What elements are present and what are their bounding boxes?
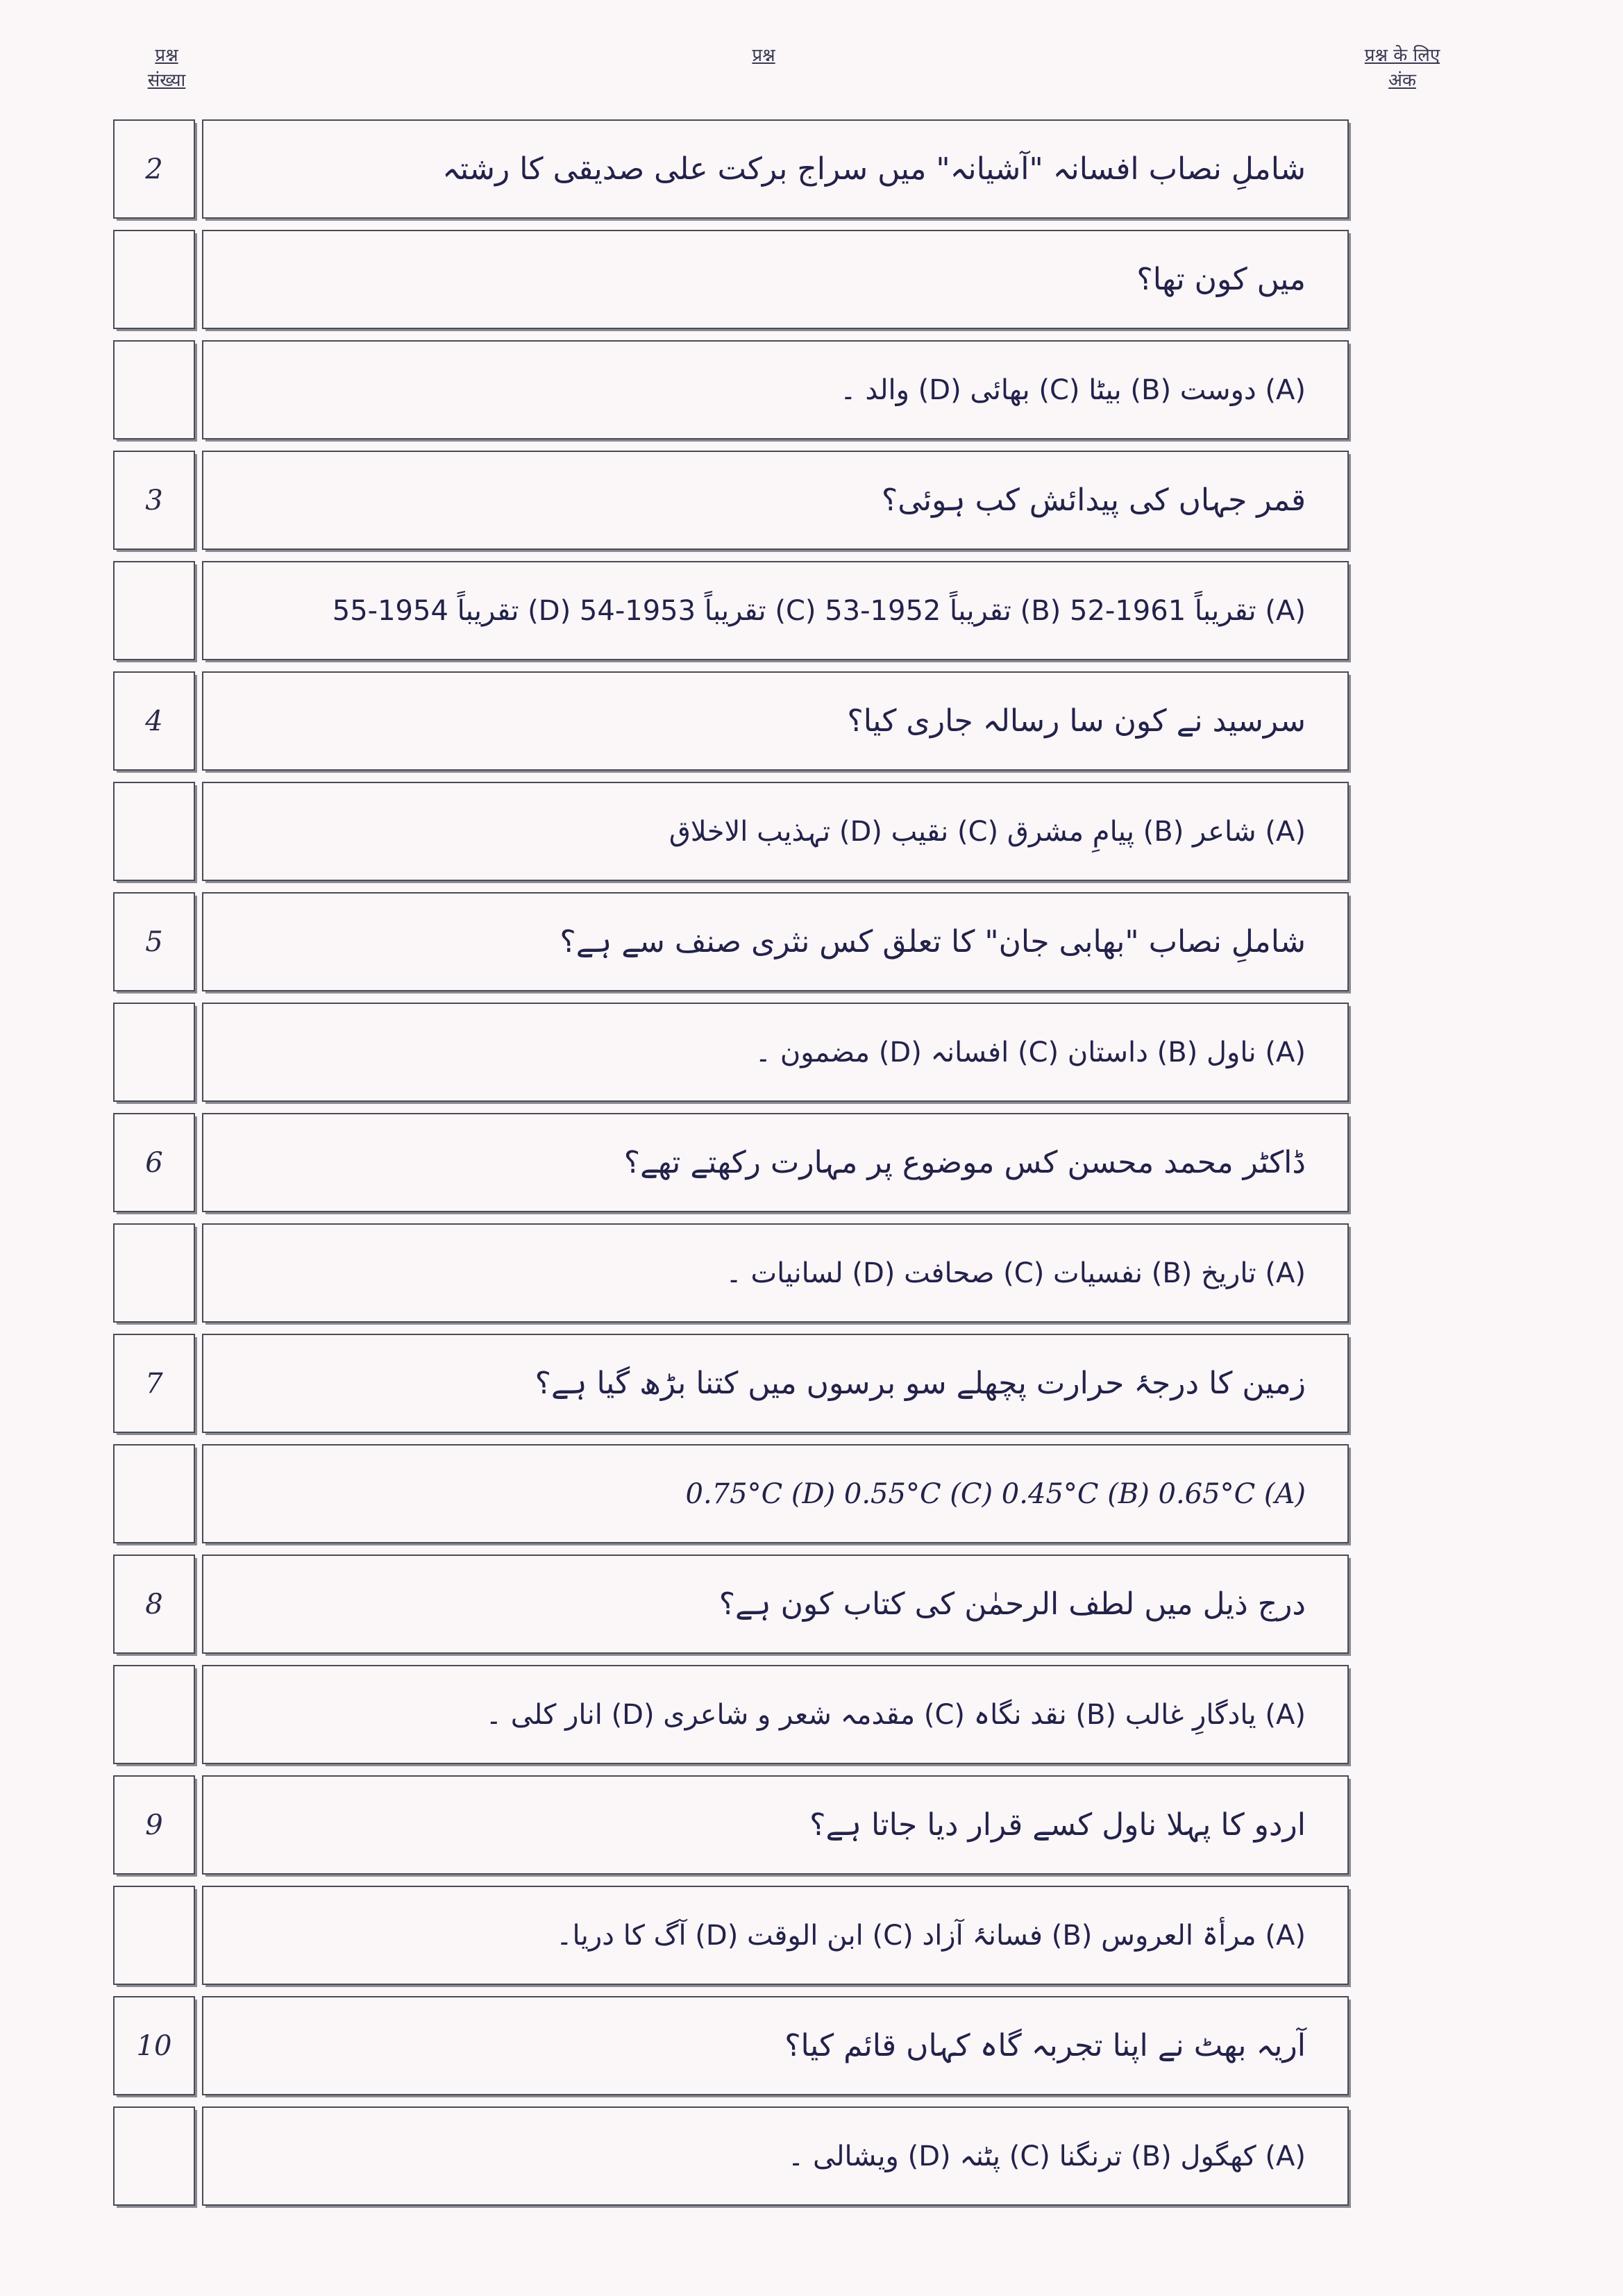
question-number-cell (113, 230, 195, 329)
question-number-cell (113, 2106, 195, 2206)
table-row (113, 892, 1354, 994)
table-row (113, 1886, 1354, 1988)
question-number-cell: 4 (113, 671, 195, 771)
question-number-cell: 2 (113, 119, 195, 219)
question-number-cell (113, 1223, 195, 1323)
table-row (113, 1555, 1354, 1657)
table-row (113, 230, 1354, 332)
question-number-cell (113, 1444, 195, 1543)
table-row (113, 1996, 1354, 2098)
options-text-cell: (A) شاعر (B) پیامِ مشرق (C) نقیب (D) تہذیب الاخلاق (202, 782, 1349, 881)
table-row (113, 1665, 1354, 1767)
table-row (113, 1444, 1354, 1546)
question-text-cell: اردو کا پہلا ناول کسے قرار دیا جاتا ہے؟ (202, 1775, 1349, 1875)
question-number-cell: 5 (113, 892, 195, 991)
question-text-cell: آریہ بھٹ نے اپنا تجربہ گاہ کہاں قائم کیا؟ (202, 1996, 1349, 2095)
question-number-header: प्रश्न संख्या (147, 45, 186, 91)
question-text-cell: زمین کا درجۂ حرارت پچھلے سو برسوں میں کتنا بڑھ گیا ہے؟ (202, 1334, 1349, 1433)
question-text-cell: شاملِ نصاب افسانہ "آشیانہ" میں سراج برکت علی صدیقی کا رشتہ (202, 119, 1349, 219)
question-number-cell (113, 1003, 195, 1102)
question-text-cell: سرسید نے کون سا رسالہ جاری کیا؟ (202, 671, 1349, 771)
options-text-cell: 0.75°C (D) 0.55°C (C) 0.45°C (B) 0.65°C (A) (202, 1444, 1349, 1543)
question-number-cell: 7 (113, 1334, 195, 1433)
table-row (113, 451, 1354, 553)
options-text-cell: (A) مرأۃ العروس (B) فسانۂ آزاد (C) ابن الوقت (D) آگ کا دریا۔ (202, 1886, 1349, 1985)
table-row (113, 1775, 1354, 1877)
question-text-cell: قمر جہاں کی پیدائش کب ہوئی؟ (202, 451, 1349, 550)
question-number-cell (113, 340, 195, 439)
options-text-cell: (A) ناول (B) داستان (C) افسانہ (D) مضمون ۔ (202, 1003, 1349, 1102)
question-number-cell: 6 (113, 1113, 195, 1212)
options-text-cell: (A) تقریباً 1961-52 (B) تقریباً 1952-53 (C) تقریباً 1953-54 (D) تقریباً 1954-55 (202, 561, 1349, 660)
marks-header: प्रश्न के लिए अंक (1364, 45, 1440, 91)
question-number-cell: 8 (113, 1555, 195, 1654)
question-text-cell: شاملِ نصاب "بھابی جان" کا تعلق کس نثری صنف سے ہے؟ (202, 892, 1349, 991)
table-row (113, 1113, 1354, 1215)
question-header: प्रश्न (752, 45, 775, 66)
question-text-cell: درج ذیل میں لطف الرحمٰن کی کتاب کون ہے؟ (202, 1555, 1349, 1654)
table-row (113, 340, 1354, 442)
options-text-cell: (A) یادگارِ غالب (B) نقد نگاہ (C) مقدمہ شعر و شاعری (D) انار کلی ۔ (202, 1665, 1349, 1764)
table-row (113, 1223, 1354, 1325)
table-row (113, 561, 1354, 663)
question-number-cell (113, 782, 195, 881)
question-number-cell (113, 561, 195, 660)
options-text-cell: (A) دوست (B) بیٹا (C) بھائی (D) والد ۔ (202, 340, 1349, 439)
question-number-cell (113, 1665, 195, 1764)
table-row (113, 1003, 1354, 1105)
question-number-cell (113, 1886, 195, 1985)
table-row (113, 119, 1354, 221)
table-row (113, 782, 1354, 884)
table-row (113, 2106, 1354, 2209)
options-text-cell: (A) کھگول (B) ترنگنا (C) پٹنہ (D) ویشالی ۔ (202, 2106, 1349, 2206)
question-grid (113, 119, 1354, 2217)
question-text-cell: میں کون تھا؟ (202, 230, 1349, 329)
question-number-cell: 9 (113, 1775, 195, 1875)
table-row (113, 671, 1354, 773)
options-text-cell: (A) تاریخ (B) نفسیات (C) صحافت (D) لسانیات ۔ (202, 1223, 1349, 1323)
question-number-cell: 3 (113, 451, 195, 550)
question-number-cell: 10 (113, 1996, 195, 2095)
question-text-cell: ڈاکٹر محمد محسن کس موضوع پر مہارت رکھتے تھے؟ (202, 1113, 1349, 1212)
table-row (113, 1334, 1354, 1436)
